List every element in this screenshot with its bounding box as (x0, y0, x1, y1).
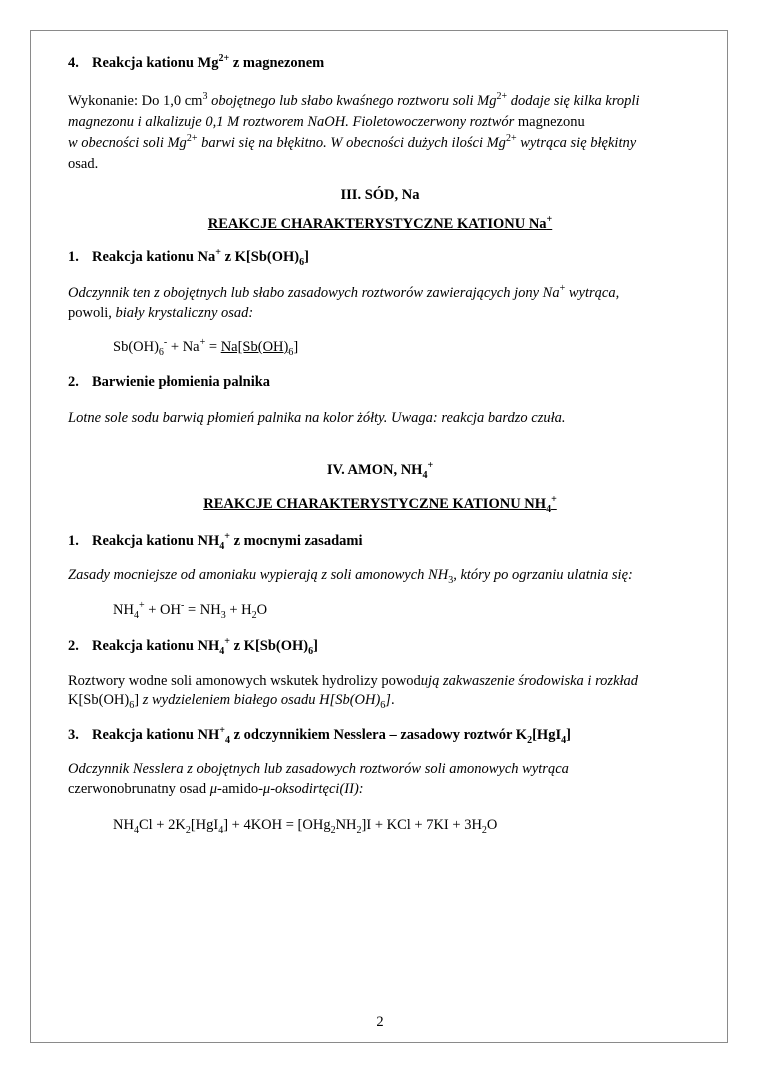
part4-r2-line1: Roztwory wodne soli amonowych wskutek hydrolizy powodują zakwaszenie środowiska i rozkład (68, 673, 639, 689)
part4-r3-line1: Odczynnik Nesslera z obojętnych lub zasadowych roztworów soli amonowych wytrąca (68, 761, 569, 777)
part3-r1-equation: $Sb(OH)_6^- + Na^+ = Na[Sb(OH)_6]$ (113, 337, 299, 358)
part3-r1-title: 1. Reakcja kationu Na+ z $K[Sb(OH)_6]$ (68, 247, 309, 268)
sec4-title: 4. Reakcja kationu $Mg^{2+}$ z magnezonem (68, 53, 325, 71)
part3-r1-line2: powoli, biały krystaliczny osad: (68, 305, 254, 321)
part4-r1-equation: $NH_4^+ + OH^- = NH_3 + H_2O$ (113, 600, 268, 621)
page-number: 2 (376, 1014, 384, 1030)
part4-heading: IV. AMON, $NH_4^+$ (326, 460, 434, 481)
part4-r2-title: 2. Reakcja kationu $NH_4^+$ z $K[Sb(OH)_6]$ (68, 636, 318, 657)
sec4-line2: magnezonu i alkalizuje 0,1 M roztworem NaOH. Fioletowoczerwony roztwór magnezonu (68, 114, 585, 130)
part4-r2-line2: $K[Sb(OH)_6]$ z wydzieleniem białego osadu $H[Sb(OH)_6]$. (68, 692, 395, 711)
part4-r1-line1: Zasady mocniejsze od amoniaku wypierają z soli amonowych $NH_3$, który po ogrzaniu ulatnia się: (68, 567, 633, 586)
part4-r1-title: 1. Reakcja kationu $NH_4^+$ z mocnymi zasadami (68, 531, 363, 552)
sec4-line1: Wykonanie: Do 1,0 $cm^3$ obojętnego lub słabo kwaśnego roztworu soli $Mg^{2+}$ dodaje się kilka kropli (68, 91, 640, 109)
part3-heading: III. SÓD, Na (340, 187, 420, 203)
part3-r2-line1: Lotne sole sodu barwią płomień palnika na kolor żółty. Uwaga: reakcja bardzo czuła. (68, 410, 566, 426)
part4-r3-line2: czerwonobrunatny osad μ-amido-μ-oksodirtęci(II): (68, 781, 364, 797)
sec4-line3: w obecności soli $Mg^{2+}$ barwi się na błękitno. W obecności dużych ilości $Mg^{2+}$ wytrąca się błękitny (68, 133, 637, 151)
part3-r1-line1: Odczynnik ten z obojętnych lub słabo zasadowych roztworów zawierających jony Na+ wytrąca, (68, 283, 620, 301)
sec4-line4: osad. (68, 156, 99, 172)
part4-r3-title: 3. Reakcja kationu $NH^+_4$ z odczynnikiem Nesslera – zasadowy roztwór $K_2[HgI_4]$ (68, 725, 571, 746)
part4-r3-equation: $NH_4Cl + 2K_2[HgI_4] + 4KOH = [OHg_2NH_2]I$ + KCl + $7KI + 3H_2O$ (113, 817, 498, 836)
part3-r2-title: 2. Barwienie płomienia palnika (68, 374, 271, 390)
part4-subheading: REAKCJE CHARAKTERYSTYCZNE KATIONU $NH_4^+$ (203, 494, 557, 515)
part3-subheading: REAKCJE CHARAKTERYSTYCZNE KATIONU Na+ (207, 214, 553, 232)
